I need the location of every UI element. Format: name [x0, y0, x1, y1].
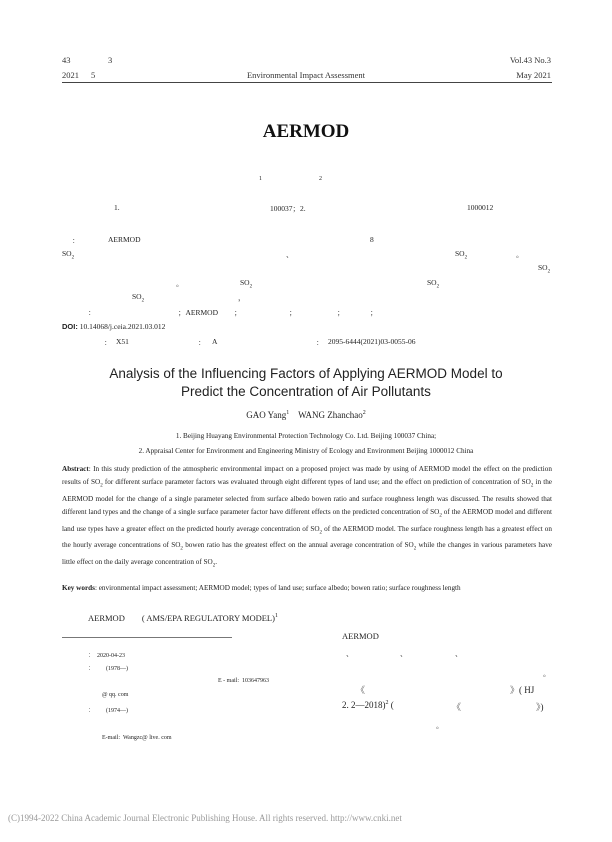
en-keywords-text: : environmental impact assessment; AERMOD model; types of land use; surface albedo; bowen ratio; surface roughness length — [94, 584, 461, 592]
cn-affil-postcode1: 100037；2. — [270, 204, 306, 213]
article-id-label: ： — [316, 338, 324, 347]
header-year: 2021 — [62, 70, 79, 80]
cn-abstract-comma: 、 — [286, 250, 294, 259]
body-right-model: AERMOD — [342, 631, 379, 641]
en-title-line1: Analysis of the Influencing Factors of Applying AERMOD Model to — [109, 366, 503, 381]
fn-author2: ： (1974—) — [88, 708, 129, 714]
cn-abstract-so2-f: $SO_2$ — [132, 292, 145, 304]
body-right-dot: 。 — [543, 669, 551, 678]
cn-affil-postcode2: 1000012 — [467, 203, 494, 212]
cn-abstract-so2-c: $SO_2$ — [538, 263, 551, 275]
en-abstract: Abstract: In this study prediction of the atmospheric environmental impact on a proposed project was made by using of AERMOD model the effect on the prediction results of $SO_2$ for different surface parameter factors was evaluated through eight different types of land use; and the effect on prediction of concentration of $SO_2$ in the AERMOD model for the change of a single parameter selected from surface albedo bowen ratio and surface roughness length was discussed. The results showed that different land types and the change of a single surface parameter factor have different effects on the predicted concentration of $SO_2$ of the AERMOD model and different land use types have a greater effect on the predicted hourly average concentration of $SO_2$ of the AERMOD model. The surface roughness length has a greatest effect on the hourly average concentrations of $SO_2$ bowen ratio has the greatest effect on the annual average concentration of $SO_2$ while the changes in various parameters have little effect on the daily average concentration of $SO_2$. — [62, 465, 552, 569]
header-journal: Environmental Impact Assessment — [246, 70, 366, 80]
author-sup-2: 2 — [319, 176, 322, 182]
body-right-c3: 、 — [455, 649, 463, 658]
cn-abstract-so2-a: $SO_2$ — [62, 249, 75, 261]
body-right-q1: 《 — [356, 685, 366, 695]
body-right-q4: 》) — [536, 702, 544, 712]
body-right-c2: 、 — [400, 649, 408, 658]
body-right-q3: 《 — [452, 702, 462, 712]
doi-line — [62, 322, 165, 331]
fn-email2: E-mail: Wangzc@ live. com — [102, 735, 172, 741]
doi-label: DOI: — [62, 322, 78, 331]
en-abstract-label: Abstract — [62, 465, 89, 473]
body-left-model: AERMOD — [88, 613, 125, 623]
cn-title: AERMOD — [262, 121, 350, 142]
header-rule — [62, 82, 552, 83]
en-affil-2: 2. Appraisal Center for Environment and Engineering Ministry of Ecology and Environment Beijing 1000012 China — [138, 447, 474, 455]
header-volume-en: Vol.43 No.3 — [509, 55, 551, 65]
cn-abstract-so2-b: $SO_2$ — [455, 249, 468, 261]
cnki-footer: (C)1994-2022 China Academic Journal Electronic Publishing House. All rights reserved. http://www.cnki.net — [8, 813, 402, 823]
author-sup-1: 1 — [259, 176, 262, 182]
en-affil-1: 1. Beijing Huayang Environmental Protection Technology Co. Ltd. Beijing 100037 China; — [175, 432, 437, 440]
en-author-2: WANG Zhanchao — [298, 410, 363, 420]
en-author-1-sup: 1 — [286, 410, 290, 416]
en-keywords — [62, 582, 552, 595]
cn-abstract-num: 8 — [370, 235, 374, 244]
cn-abstract-so2-e: $SO_2$ — [427, 278, 440, 290]
doc-code-value: A — [212, 337, 218, 346]
doi-value: 10.14068/j.ceia.2021.03.012 — [79, 322, 166, 331]
clc-label: ： — [104, 338, 112, 347]
fn-received: ： 2020-04-23 — [88, 653, 126, 659]
cn-keywords-label: ： — [88, 308, 96, 317]
clc-value: X51 — [116, 337, 129, 346]
fn-author1: ： (1978—) — [88, 666, 129, 672]
cn-abstract-label: ： — [72, 236, 80, 245]
body-left-intro — [88, 613, 278, 623]
en-keywords-label: Key words — [62, 584, 95, 592]
cn-keywords-kw1: ；AERMOD — [178, 308, 219, 317]
header-issue: 3 — [108, 55, 113, 65]
cn-affil-1: 1. — [114, 203, 120, 212]
header-month: 5 — [91, 70, 96, 80]
cn-keywords-sep2: ； — [289, 308, 297, 317]
body-right-q2: 》( HJ — [510, 685, 535, 695]
en-authors — [0, 410, 612, 420]
en-author-1: GAO Yang — [246, 410, 287, 420]
doc-code-label: ： — [198, 338, 206, 347]
body-left-full: ( AMS/EPA REGULATORY MODEL) — [141, 613, 275, 623]
header-date-en: May 2021 — [516, 70, 551, 80]
en-author-2-sup: 2 — [362, 410, 366, 416]
cn-abstract-dot-b: 。 — [176, 279, 184, 288]
cn-keywords-sep1: ； — [234, 308, 242, 317]
header-volume: 43 — [62, 55, 71, 65]
body-left-sup: 1 — [274, 613, 278, 620]
body-right-c1: 、 — [346, 649, 354, 658]
cn-abstract-comma2: ， — [238, 293, 246, 302]
body-right-std: 2. 2—2018)$^2$ ( — [342, 700, 394, 710]
cn-keywords-sep4: ； — [370, 308, 378, 317]
en-title-line2: Predict the Concentration of Air Pollutants — [181, 384, 431, 399]
cn-abstract-so2-d: $SO_2$ — [240, 278, 253, 290]
article-id-value: 2095-6444(2021)03-0055-06 — [328, 337, 416, 346]
fn-email1: E - mail: 103647963 — [218, 678, 269, 684]
cn-keywords-sep3: ； — [337, 308, 345, 317]
cn-abstract-dot-a: 。 — [516, 250, 524, 259]
footnote-rule — [62, 637, 232, 638]
body-right-dot2: 。 — [436, 721, 444, 730]
cn-abstract-model: AERMOD — [108, 235, 141, 244]
fn-email1-domain: @ qq. com — [102, 692, 129, 698]
